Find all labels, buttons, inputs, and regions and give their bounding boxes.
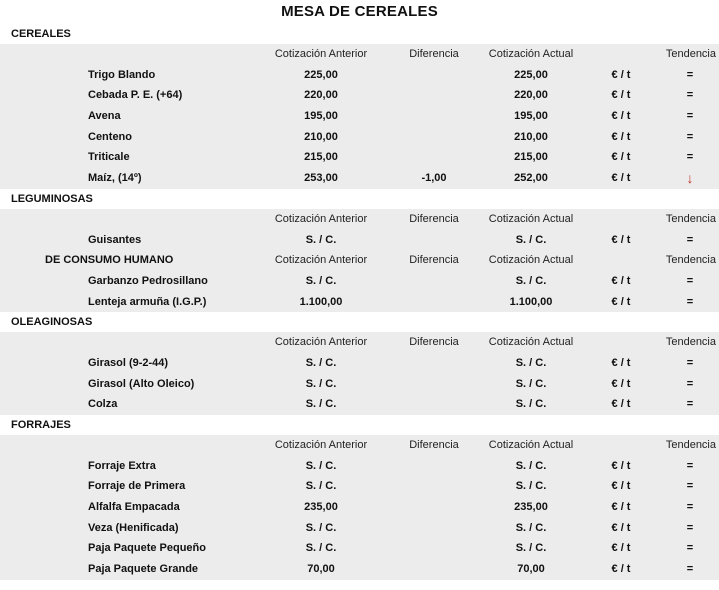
product-name: Guisantes bbox=[88, 233, 142, 246]
price-anterior: 210,00 bbox=[304, 130, 338, 143]
header-diferencia: Diferencia bbox=[409, 254, 459, 267]
price-unit: € / t bbox=[611, 89, 631, 102]
price-unit: € / t bbox=[611, 233, 631, 246]
trend-equal: = bbox=[686, 89, 694, 102]
price-anterior: 215,00 bbox=[304, 151, 338, 164]
down-arrow-icon: ↓ bbox=[686, 170, 694, 187]
price-unit: € / t bbox=[611, 172, 631, 185]
trend-equal: = bbox=[686, 233, 694, 246]
price-actual: S. / C. bbox=[515, 521, 547, 534]
product-name: Avena bbox=[88, 110, 121, 123]
price-anterior: S. / C. bbox=[305, 356, 337, 369]
price-anterior: 220,00 bbox=[304, 89, 338, 102]
table-row bbox=[0, 85, 719, 106]
product-name: Colza bbox=[88, 398, 118, 411]
product-name: Paja Paquete Grande bbox=[88, 563, 199, 576]
price-unit: € / t bbox=[611, 68, 631, 81]
header-anterior: Cotización Anterior bbox=[274, 48, 368, 60]
header-tendencia: Tendencia bbox=[665, 48, 716, 60]
product-name: Girasol (Alto Oleico) bbox=[88, 377, 195, 390]
price-actual: 1.100,00 bbox=[509, 295, 553, 308]
header-actual: Cotización Actual bbox=[488, 439, 574, 451]
trend-equal: = bbox=[686, 542, 694, 555]
price-actual: 225,00 bbox=[514, 68, 548, 81]
section-title: FORRAJES bbox=[0, 415, 719, 435]
table-row bbox=[0, 518, 719, 539]
product-name: Cebada P. E. (+64) bbox=[88, 89, 183, 102]
header-actual: Cotización Actual bbox=[488, 48, 574, 60]
price-actual: S. / C. bbox=[515, 459, 547, 472]
trend-equal: = bbox=[686, 151, 694, 164]
product-name: Lenteja armuña (I.G.P.) bbox=[88, 295, 207, 308]
table-row bbox=[0, 353, 719, 374]
price-actual: 195,00 bbox=[514, 110, 548, 123]
trend-equal: = bbox=[686, 459, 694, 472]
table-row bbox=[0, 497, 719, 518]
price-anterior: 253,00 bbox=[304, 172, 338, 185]
product-name: Triticale bbox=[88, 151, 130, 164]
header-anterior: Cotización Anterior bbox=[274, 254, 368, 267]
price-anterior: S. / C. bbox=[305, 398, 337, 411]
price-unit: € / t bbox=[611, 295, 631, 308]
price-actual: S. / C. bbox=[515, 377, 547, 390]
trend-equal: = bbox=[686, 398, 694, 411]
table-row bbox=[0, 374, 719, 395]
price-actual: S. / C. bbox=[515, 398, 547, 411]
section-block bbox=[0, 332, 719, 415]
trend-equal: = bbox=[686, 356, 694, 369]
price-unit: € / t bbox=[611, 542, 631, 555]
header-diferencia: Diferencia bbox=[409, 439, 459, 451]
trend-equal: = bbox=[686, 501, 694, 514]
column-header-row bbox=[0, 435, 719, 456]
header-actual: Cotización Actual bbox=[488, 336, 574, 349]
section-title: CEREALES bbox=[0, 24, 719, 44]
header-anterior: Cotización Anterior bbox=[274, 439, 368, 451]
price-actual: 252,00 bbox=[514, 172, 548, 185]
price-anterior: 70,00 bbox=[307, 563, 335, 576]
section-title: OLEAGINOSAS bbox=[0, 312, 719, 332]
table-row bbox=[0, 147, 719, 168]
price-unit: € / t bbox=[611, 563, 631, 576]
header-tendencia: Tendencia bbox=[665, 336, 716, 349]
trend-equal: = bbox=[686, 377, 694, 390]
product-name: Garbanzo Pedrosillano bbox=[88, 274, 208, 287]
product-name: Alfalfa Empacada bbox=[88, 501, 180, 514]
price-unit: € / t bbox=[611, 480, 631, 493]
table-row bbox=[0, 106, 719, 127]
price-unit: € / t bbox=[611, 459, 631, 472]
price-actual: 235,00 bbox=[514, 501, 548, 514]
page-title: MESA DE CEREALES bbox=[281, 3, 438, 20]
sections-container bbox=[0, 24, 719, 580]
price-unit: € / t bbox=[611, 110, 631, 123]
price-anterior: 1.100,00 bbox=[299, 295, 343, 308]
product-name: Girasol (9-2-44) bbox=[88, 356, 169, 369]
header-anterior: Cotización Anterior bbox=[274, 336, 368, 349]
price-unit: € / t bbox=[611, 130, 631, 143]
price-anterior: S. / C. bbox=[305, 480, 337, 493]
price-unit: € / t bbox=[611, 521, 631, 534]
header-tendencia: Tendencia bbox=[665, 212, 716, 225]
product-name: Veza (Henificada) bbox=[88, 521, 179, 534]
column-header-row bbox=[0, 250, 719, 271]
product-name: Paja Paquete Pequeño bbox=[88, 542, 206, 555]
column-header-row bbox=[0, 44, 719, 65]
table-row bbox=[0, 65, 719, 86]
product-name: Forraje Extra bbox=[88, 459, 156, 472]
section-block bbox=[0, 209, 719, 312]
table-row bbox=[0, 168, 719, 189]
trend-equal: = bbox=[686, 110, 694, 123]
header-diferencia: Diferencia bbox=[409, 48, 459, 60]
price-diferencia: -1,00 bbox=[421, 172, 447, 185]
product-name: Maíz, (14º) bbox=[88, 172, 142, 185]
price-actual: 210,00 bbox=[514, 130, 548, 143]
price-actual: S. / C. bbox=[515, 233, 547, 246]
price-unit: € / t bbox=[611, 377, 631, 390]
price-anterior: S. / C. bbox=[305, 274, 337, 287]
header-tendencia: Tendencia bbox=[665, 439, 716, 451]
product-name: Centeno bbox=[88, 130, 132, 143]
price-actual: S. / C. bbox=[515, 274, 547, 287]
header-actual: Cotización Actual bbox=[488, 212, 574, 225]
price-actual: S. / C. bbox=[515, 356, 547, 369]
table-row bbox=[0, 292, 719, 313]
table-row bbox=[0, 538, 719, 559]
table-row bbox=[0, 394, 719, 415]
price-unit: € / t bbox=[611, 274, 631, 287]
column-header-row bbox=[0, 332, 719, 353]
product-name: Trigo Blando bbox=[88, 68, 156, 81]
subsection-title: DE CONSUMO HUMANO bbox=[45, 254, 174, 267]
trend-equal: = bbox=[686, 521, 694, 534]
price-actual: S. / C. bbox=[515, 542, 547, 555]
price-actual: 70,00 bbox=[517, 563, 545, 576]
column-header-row bbox=[0, 209, 719, 230]
product-name: Forraje de Primera bbox=[88, 480, 186, 493]
table-row bbox=[0, 271, 719, 292]
price-anterior: 225,00 bbox=[304, 68, 338, 81]
price-actual: S. / C. bbox=[515, 480, 547, 493]
price-unit: € / t bbox=[611, 356, 631, 369]
price-unit: € / t bbox=[611, 501, 631, 514]
table-row bbox=[0, 230, 719, 251]
trend-equal: = bbox=[686, 480, 694, 493]
trend-equal: = bbox=[686, 130, 694, 143]
header-diferencia: Diferencia bbox=[409, 336, 459, 349]
price-unit: € / t bbox=[611, 398, 631, 411]
trend-equal: = bbox=[686, 295, 694, 308]
header-anterior: Cotización Anterior bbox=[274, 212, 368, 225]
price-actual: 220,00 bbox=[514, 89, 548, 102]
price-unit: € / t bbox=[611, 151, 631, 164]
header-tendencia: Tendencia bbox=[665, 254, 716, 267]
price-anterior: 235,00 bbox=[304, 501, 338, 514]
price-anterior: 195,00 bbox=[304, 110, 338, 123]
trend-equal: = bbox=[686, 68, 694, 81]
price-anterior: S. / C. bbox=[305, 521, 337, 534]
price-anterior: S. / C. bbox=[305, 459, 337, 472]
price-anterior: S. / C. bbox=[305, 377, 337, 390]
price-actual: 215,00 bbox=[514, 151, 548, 164]
table-row bbox=[0, 559, 719, 580]
section-block bbox=[0, 44, 719, 189]
trend-equal: = bbox=[686, 563, 694, 576]
price-anterior: S. / C. bbox=[305, 233, 337, 246]
section-title: LEGUMINOSAS bbox=[0, 189, 719, 209]
trend-equal: = bbox=[686, 274, 694, 287]
header-diferencia: Diferencia bbox=[409, 212, 459, 225]
price-anterior: S. / C. bbox=[305, 542, 337, 555]
table-row bbox=[0, 127, 719, 148]
table-row bbox=[0, 456, 719, 477]
section-block bbox=[0, 435, 719, 580]
header-actual: Cotización Actual bbox=[488, 254, 574, 267]
table-row bbox=[0, 476, 719, 497]
